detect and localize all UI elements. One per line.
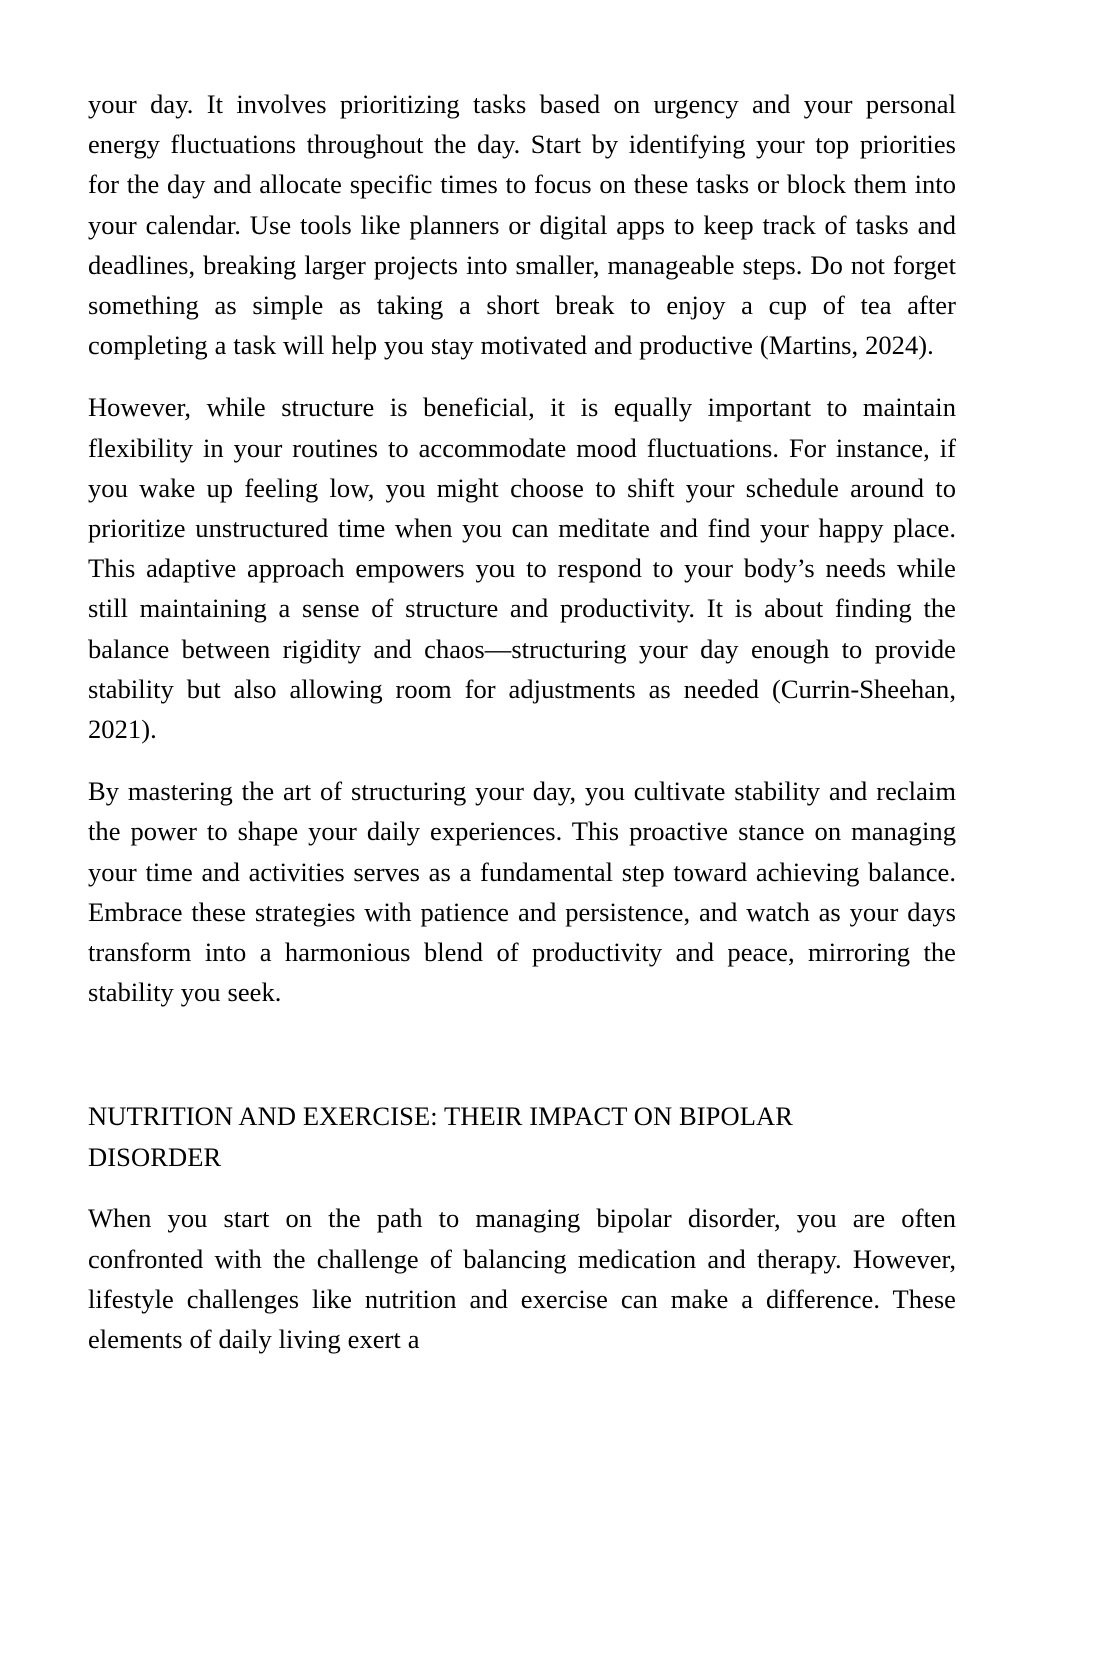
heading-spacer-bottom: [88, 1190, 956, 1198]
body-paragraph: However, while structure is beneficial, it is equally important to maintain flexibility in your routines to accommodate mood fluctuations. For instance, if you wake up feeling low, you might choose to shift your schedule around to prioritize unstructured time when you can meditate and find your happy place. This adaptive approach empowers you to respond to your body’s needs while still maintaining a sense of structure and productivity. It is about finding the balance between rigidity and chaos—structuring your day enough to provide stability but also allowing room for adjustments as needed (Currin-Sheehan, 2021).: [88, 392, 956, 745]
section-heading: NUTRITION AND EXERCISE: THEIR IMPACT ON BIPOLAR DISORDER: [88, 1101, 794, 1172]
text-column: [88, 84, 956, 1359]
body-paragraph: By mastering the art of structuring your day, you cultivate stability and reclaim the power to shape your daily experiences. This proactive stance on managing your time and activities serves as a fundamental step toward achieving balance. Embrace these strategies with patience and persistence, and watch as your days transform into a harmonious blend of productivity and peace, mirroring the stability you seek.: [88, 776, 956, 1008]
body-paragraph: When you start on the path to managing bipolar disorder, you are often confronted with the challenge of balancing medication and therapy. However, lifestyle challenges like nutrition and exercise can make a difference. These elements of daily living exert a: [88, 1203, 956, 1355]
heading-spacer-top: [88, 1034, 956, 1096]
body-paragraph: your day. It involves prioritizing tasks based on urgency and your personal energy fluctuations throughout the day. Start by identifying your top priorities for the day and allocate specific times to focus on these tasks or block them into your calendar. Use tools like planners or digital apps to keep track of tasks and deadlines, breaking larger projects into smaller, manageable steps. Do not forget something as simple as taking a short break to enjoy a cup of tea after completing a task will help you stay motivated and productive (Martins, 2024).: [88, 89, 956, 361]
